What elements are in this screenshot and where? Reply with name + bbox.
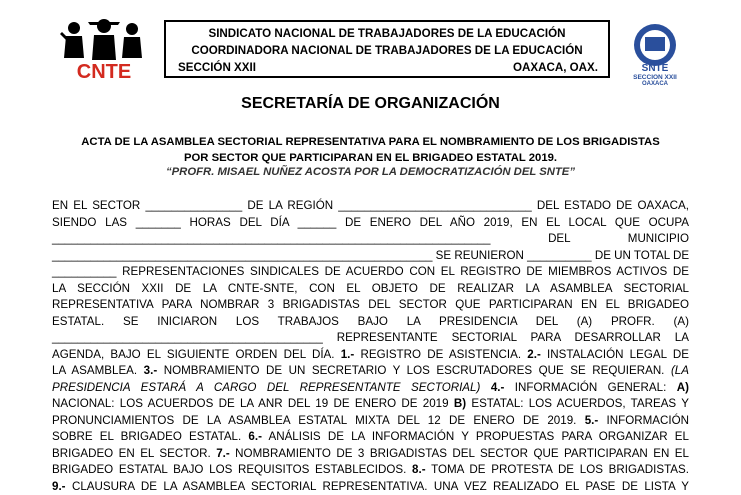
body-line: ESTATAL. SE INICIARON LOS TRABAJOS BAJO LA PRESIDENCIA DEL (A) PROFR. (A) xyxy=(52,314,689,331)
body-line: PRESIDENCIA ESTARÁ A CARGO DEL REPRESENTANTE SECTORIAL) 4.- INFORMACIÓN GENERAL: A) xyxy=(52,380,689,397)
cnte-logo xyxy=(58,18,150,82)
body-line: 9.- CLAUSURA DE LA ASAMBLEA SECTORIAL REPRESENTATIVA. UNA VEZ REALIZADO EL PASE DE LISTA Y xyxy=(52,479,689,495)
snte-logo xyxy=(618,22,692,86)
body-line: __________________________________________ REPRESENTANTE SECTORIAL PARA DESARROLLAR LA xyxy=(52,330,689,347)
header-coordinadora: COORDINADORA NACIONAL DE TRABAJADORES DE LA EDUCACIÓN xyxy=(166,42,608,59)
motto: “PROFR. MISAEL NUÑEZ ACOSTA POR LA DEMOCRATIZACIÓN DEL SNTE” xyxy=(0,166,741,178)
body-line: SIENDO LAS _______ HORAS DEL DÍA ______ DE ENERO DEL AÑO 2019, EN EL LOCAL QUE OCUPA xyxy=(52,215,689,232)
svg-text:CNTE: CNTE xyxy=(77,61,131,82)
svg-text:SNTE: SNTE xyxy=(642,63,669,74)
body-line: __________ REPRESENTACIONES SINDICALES DE ACUERDO CON EL REGISTRO DE MIEMBROS ACTIVOS DE xyxy=(52,264,689,281)
body-line: EN EL SECTOR _______________ DE LA REGIÓN ______________________________ DEL ESTADO DE OAXACA, xyxy=(52,198,689,215)
body-line: NACIONAL: LOS ACUERDOS DE LA ANR DEL 19 DE ENERO DE 2019 B) ESTATAL: LOS ACUERDOS, TAREAS Y xyxy=(52,396,689,413)
body-line: BRIGADEO EN EL SECTOR. 7.- NOMBRAMIENTO DE 3 BRIGADISTAS DEL SECTOR QUE PARTICIPARAN EN EL xyxy=(52,446,689,463)
body-line: LA SECCIÓN XXII DE LA CNTE-SNTE, CON EL OBJETO DE REALIZAR LA ASAMBLEA SECTORIAL xyxy=(52,281,689,298)
document-title-line-2: POR SECTOR QUE PARTICIPARAN EN EL BRIGADEO ESTATAL 2019. xyxy=(40,150,701,166)
header-location: OAXACA, OAX. xyxy=(513,59,598,76)
section-title: SECRETARÍA DE ORGANIZACIÓN xyxy=(0,95,741,113)
body-line: SOBRE EL BRIGADEO ESTATAL. 6.- ANÁLISIS DE LA INFORMACIÓN Y PROPUESTAS PARA ORGANIZAR EL xyxy=(52,429,689,446)
body-line: REPRESENTATIVA PARA NOMBRAR 3 BRIGADISTAS DEL SECTOR QUE PARTICIPARAN EN EL BRIGADEO xyxy=(52,297,689,314)
body-line: ___________________________________________________________ SE REUNIERON __________ DE UN TOTAL DE xyxy=(52,248,689,265)
header-union-name: SINDICATO NACIONAL DE TRABAJADORES DE LA EDUCACIÓN xyxy=(166,25,608,42)
body-line: ____________________________________________________________________ DEL MUNICIPIO xyxy=(52,231,689,248)
body-line: BRIGADEO ESTATAL BAJO LOS REQUISITOS ESTABLECIDOS. 8.- TOMA DE PROTESTA DE LOS BRIGADISTAS. xyxy=(52,462,689,479)
header-box xyxy=(164,20,610,78)
svg-text:OAXACA: OAXACA xyxy=(642,81,669,86)
body-line: PRONUNCIAMIENTOS DE LA ASAMBLEA ESTATAL MIXTA DEL 12 DE ENERO DE 2019. 5.- INFORMACIÓN xyxy=(52,413,689,430)
document-title xyxy=(40,134,701,166)
document-title-line-1: ACTA DE LA ASAMBLEA SECTORIAL REPRESENTATIVA PARA EL NOMBRAMIENTO DE LOS BRIGADISTAS xyxy=(40,134,701,150)
svg-text:SECCION XXII: SECCION XXII xyxy=(633,74,677,81)
header-section: SECCIÓN XXII xyxy=(178,59,256,76)
body-line: LA ASAMBLEA. 3.- NOMBRAMIENTO DE UN SECRETARIO Y LOS ESCRUTADORES QUE SE REQUIERAN. (LA xyxy=(52,363,689,380)
header-section-line xyxy=(166,59,608,76)
document-body xyxy=(52,198,689,495)
body-line: AGENDA, BAJO EL SIGUIENTE ORDEN DEL DÍA. 1.- REGISTRO DE ASISTENCIA. 2.- INSTALACIÓN LEGAL DE xyxy=(52,347,689,364)
